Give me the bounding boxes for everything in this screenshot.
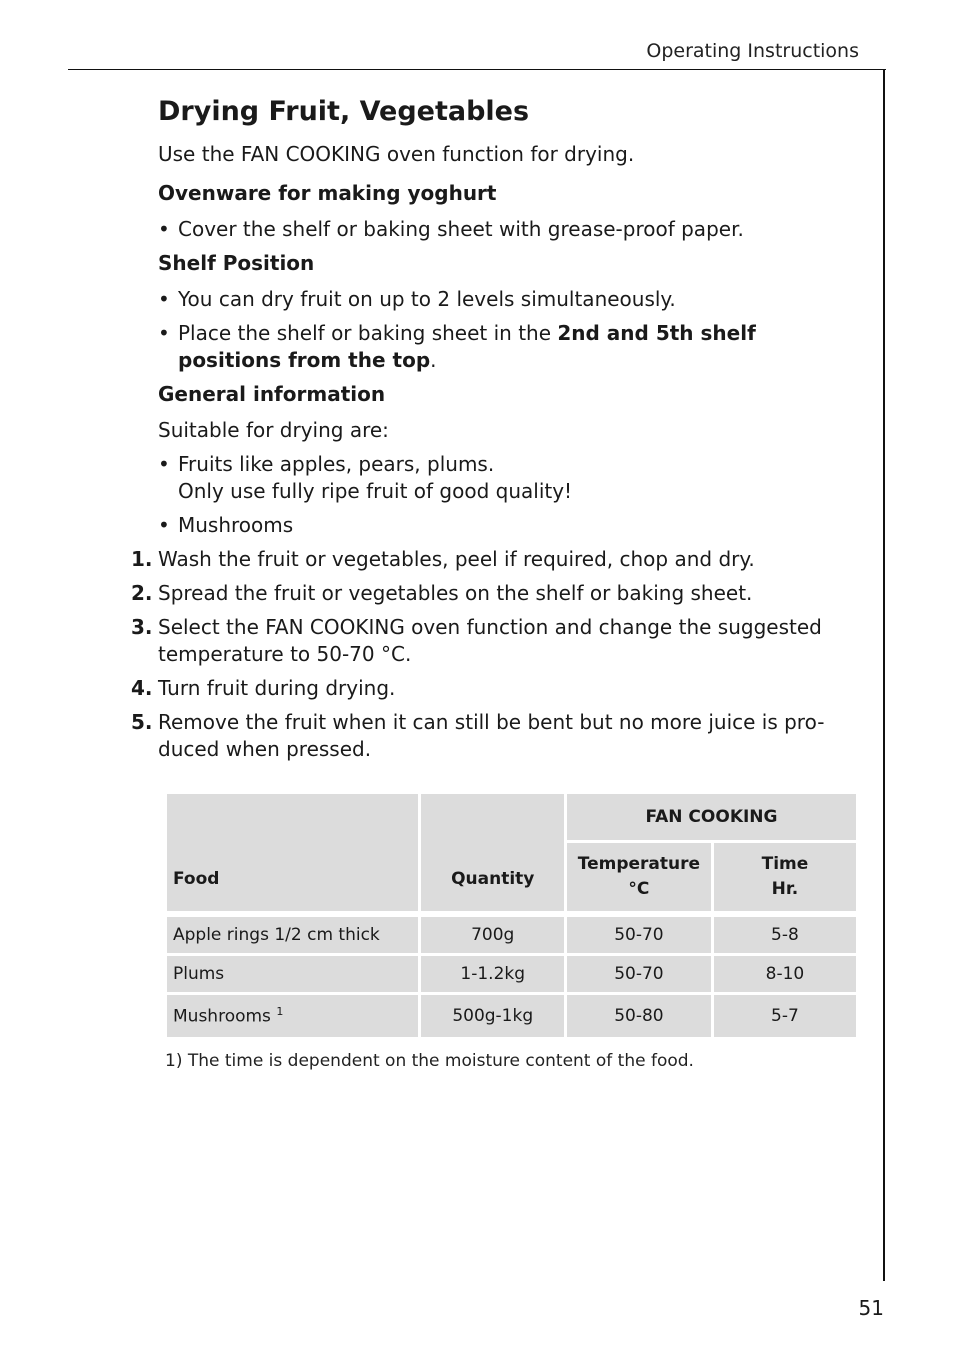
table-row <box>166 994 858 1039</box>
shelf-bullet-1-text: You can dry fruit on up to 2 levels simultaneously. <box>178 287 676 311</box>
cell-food: Plums <box>166 955 420 994</box>
step-number: 1. <box>131 547 153 571</box>
shelf-bullet-2-post: . <box>430 348 437 372</box>
general-lead: Suitable for drying are: <box>158 418 389 442</box>
step-number: 3. <box>131 615 153 639</box>
step-2 <box>131 580 848 607</box>
intro-text: Use the FAN COOKING oven function for drying. <box>158 142 635 166</box>
shelf-heading: Shelf Position <box>158 251 315 275</box>
bullet-dot: • <box>158 513 170 537</box>
cell-time: 8-10 <box>712 955 857 994</box>
table-row <box>166 955 858 994</box>
general-bullet-mushrooms <box>158 512 848 539</box>
col-header-quantity: Quantity <box>420 793 565 913</box>
drying-table <box>164 791 859 1040</box>
ovenware-bullet-text: Cover the shelf or baking sheet with grease-proof paper. <box>178 217 744 241</box>
step-text: Spread the fruit or vegetables on the shelf or baking sheet. <box>158 581 753 605</box>
cell-quantity: 700g <box>420 916 565 955</box>
table-row <box>166 916 858 955</box>
page-number: 51 <box>858 1296 884 1320</box>
col-header-food: Food <box>166 793 420 913</box>
main-content <box>131 95 848 770</box>
bullet-dot: • <box>158 287 170 311</box>
cell-temperature: 50-70 <box>565 955 712 994</box>
fruit-line-2: Only use fully ripe fruit of good quality! <box>178 479 573 503</box>
cell-quantity: 1-1.2kg <box>420 955 565 994</box>
page-title: Drying Fruit, Vegetables <box>158 96 530 127</box>
cell-food <box>166 994 420 1039</box>
side-rule <box>883 69 885 1281</box>
mushrooms-text: Mushrooms <box>178 513 294 537</box>
time-label: Time <box>761 854 809 874</box>
ovenware-bullet <box>158 216 848 243</box>
shelf-bullet-2 <box>158 320 848 374</box>
step-4 <box>131 675 848 702</box>
cell-time: 5-7 <box>712 994 857 1039</box>
cell-temperature: 50-70 <box>565 916 712 955</box>
bullet-dot: • <box>158 321 170 345</box>
general-bullet-fruit <box>158 451 848 505</box>
step-5 <box>131 709 848 763</box>
fruit-line-1: Fruits like apples, pears, plums. <box>178 452 495 476</box>
step-1 <box>131 546 848 573</box>
step-text: Remove the fruit when it can still be bent but no more juice is pro-duced when pressed. <box>158 710 825 761</box>
running-header: Operating Instructions <box>646 40 859 62</box>
cell-food-text: Mushrooms <box>173 1006 277 1027</box>
step-3 <box>131 614 848 668</box>
step-number: 5. <box>131 710 153 734</box>
cell-temperature: 50-80 <box>565 994 712 1039</box>
step-text: Wash the fruit or vegetables, peel if required, chop and dry. <box>158 547 755 571</box>
bullet-dot: • <box>158 217 170 241</box>
shelf-bullet-2-bold: 2nd and 5th shelf positions from the top <box>178 321 756 372</box>
general-heading: General information <box>158 382 386 406</box>
header-rule <box>68 69 886 70</box>
step-text: Select the FAN COOKING oven function and change the suggested temperature to 50-70 °C. <box>158 615 822 666</box>
col-header-fan-cooking: FAN COOKING <box>565 793 857 842</box>
table-footnote: 1) The time is dependent on the moisture content of the food. <box>165 1051 694 1071</box>
cell-time: 5-8 <box>712 916 857 955</box>
col-header-temperature <box>565 842 712 913</box>
footnote-ref: 1 <box>276 1005 284 1019</box>
step-text: Turn fruit during drying. <box>158 676 396 700</box>
cell-food: Apple rings 1/2 cm thick <box>166 916 420 955</box>
shelf-bullet-2-pre: Place the shelf or baking sheet in the <box>178 321 558 345</box>
col-header-time <box>712 842 857 913</box>
bullet-dot: • <box>158 452 170 476</box>
cell-quantity: 500g-1kg <box>420 994 565 1039</box>
temperature-unit: °C <box>628 879 650 899</box>
shelf-bullet-1 <box>158 286 848 313</box>
temperature-label: Temperature <box>577 854 701 874</box>
time-unit: Hr. <box>771 879 799 899</box>
ovenware-heading: Ovenware for making yoghurt <box>158 181 497 205</box>
step-number: 2. <box>131 581 153 605</box>
step-number: 4. <box>131 676 153 700</box>
